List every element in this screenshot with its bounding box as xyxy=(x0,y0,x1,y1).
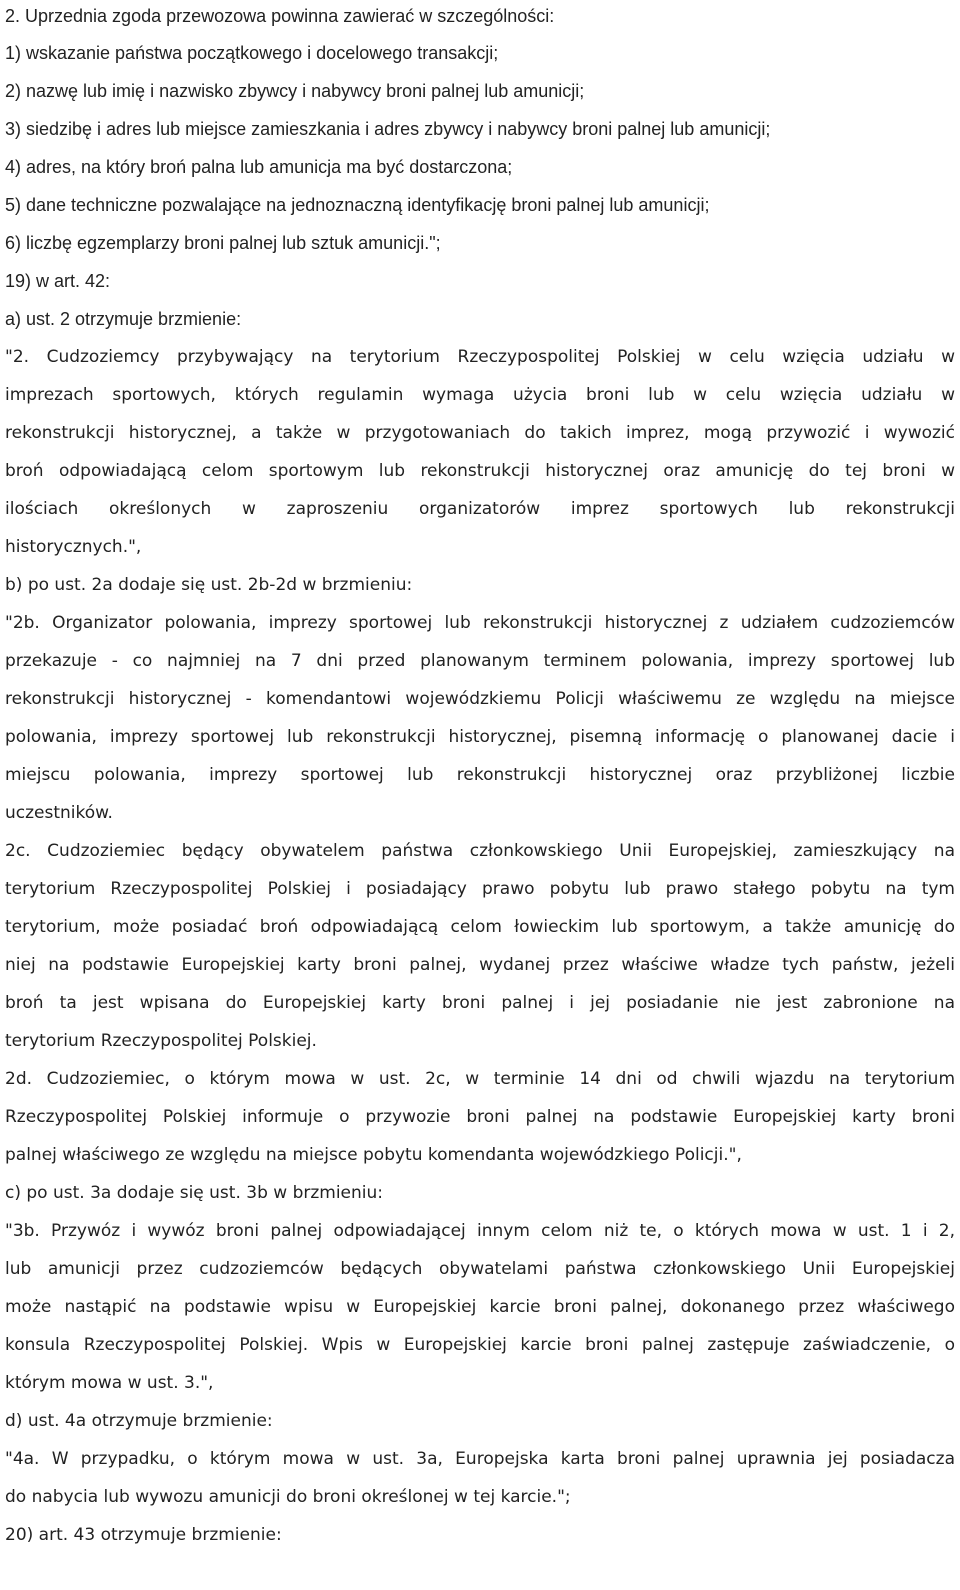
paragraph-line: konsula Rzeczypospolitej Polskiej. Wpis w Europejskiej karcie broni palnej zastępuje zaświadczenie, o xyxy=(5,1335,955,1355)
paragraph-line: broń ta jest wpisana do Europejskiej karty broni palnej i jej posiadanie nie jest zabronione na xyxy=(5,993,955,1013)
paragraph-line: 2d. Cudzoziemiec, o którym mowa w ust. 2c, w terminie 14 dni od chwili wjazdu na terytorium xyxy=(5,1069,955,1089)
paragraph-line: rekonstrukcji historycznej - komendantowi wojewódzkiemu Policji właściwemu ze względu na miejsce xyxy=(5,689,955,709)
paragraph-line: 5) dane techniczne pozwalające na jednoznaczną identyfikację broni palnej lub amunicji; xyxy=(5,195,710,215)
paragraph-line: "3b. Przywóz i wywóz broni palnej odpowiadającej innym celom niż te, o których mowa w ust. 1 i 2, xyxy=(5,1221,955,1241)
paragraph-line: 2. Uprzednia zgoda przewozowa powinna zawierać w szczególności: xyxy=(5,6,555,26)
paragraph-line: "2b. Organizator polowania, imprezy sportowej lub rekonstrukcji historycznej z udziałem cudzoziemców xyxy=(5,613,955,633)
paragraph-line: przekazuje - co najmniej na 7 dni przed planowanym terminem polowania, imprezy sportowej lub xyxy=(5,651,955,671)
paragraph-line: rekonstrukcji historycznej, a także w przygotowaniach do takich imprez, mogą przywozić i wywozić xyxy=(5,423,955,443)
paragraph-line: może nastąpić na podstawie wpisu w Europejskiej karcie broni palnej, dokonanego przez właściwego xyxy=(5,1297,955,1317)
paragraph-line: 2) nazwę lub imię i nazwisko zbywcy i nabywcy broni palnej lub amunicji; xyxy=(5,81,585,101)
paragraph-line: terytorium, może posiadać broń odpowiadającą celom łowieckim lub sportowym, a także amunicję do xyxy=(5,917,955,937)
paragraph-line: 1) wskazanie państwa początkowego i docelowego transakcji; xyxy=(5,43,499,63)
paragraph-line: niej na podstawie Europejskiej karty broni palnej, wydanej przez właściwe władze tych państw, jeżeli xyxy=(5,955,955,975)
paragraph-line: uczestników. xyxy=(5,803,113,823)
paragraph-line: historycznych.", xyxy=(5,537,142,557)
paragraph-line: Rzeczypospolitej Polskiej informuje o przywozie broni palnej na podstawie Europejskiej karty broni xyxy=(5,1107,955,1127)
paragraph-line: c) po ust. 3a dodaje się ust. 3b w brzmieniu: xyxy=(5,1183,384,1203)
paragraph-line: 6) liczbę egzemplarzy broni palnej lub sztuk amunicji."; xyxy=(5,233,441,253)
paragraph-line: lub amunicji przez cudzoziemców będących obywatelami państwa członkowskiego Unii Europejskiej xyxy=(5,1259,955,1279)
paragraph-line: miejscu polowania, imprezy sportowej lub rekonstrukcji historycznej oraz przybliżonej liczbie xyxy=(5,765,955,785)
paragraph-line: polowania, imprezy sportowej lub rekonstrukcji historycznej, pisemną informację o planowanej dacie i xyxy=(5,727,955,747)
paragraph-line: 19) w art. 42: xyxy=(5,271,111,291)
paragraph-line: a) ust. 2 otrzymuje brzmienie: xyxy=(5,309,242,329)
paragraph-line: imprezach sportowych, których regulamin wymaga użycia broni lub w celu wzięcia udziału w xyxy=(5,385,955,405)
paragraph-line: 20) art. 43 otrzymuje brzmienie: xyxy=(5,1525,282,1545)
paragraph-line: "2. Cudzoziemcy przybywający na terytorium Rzeczypospolitej Polskiej w celu wzięcia udziału w xyxy=(5,347,955,367)
paragraph-line: ilościach określonych w zaproszeniu organizatorów imprez sportowych lub rekonstrukcji xyxy=(5,499,955,519)
paragraph-line: palnej właściwego ze względu na miejsce pobytu komendanta wojewódzkiego Policji.", xyxy=(5,1145,742,1165)
paragraph-line: terytorium Rzeczypospolitej Polskiej. xyxy=(5,1031,317,1051)
paragraph-line: "4a. W przypadku, o którym mowa w ust. 3a, Europejska karta broni palnej uprawnia jej posiadacza xyxy=(5,1449,955,1469)
paragraph-line: terytorium Rzeczypospolitej Polskiej i posiadający prawo pobytu lub prawo stałego pobytu na tym xyxy=(5,879,955,899)
paragraph-line: b) po ust. 2a dodaje się ust. 2b-2d w brzmieniu: xyxy=(5,575,413,595)
paragraph-line: którym mowa w ust. 3.", xyxy=(5,1373,214,1393)
paragraph-line: 3) siedzibę i adres lub miejsce zamieszkania i adres zbywcy i nabywcy broni palnej lub amunicji; xyxy=(5,119,771,139)
paragraph-line: d) ust. 4a otrzymuje brzmienie: xyxy=(5,1411,273,1431)
paragraph-line: 4) adres, na który broń palna lub amunicja ma być dostarczona; xyxy=(5,157,513,177)
paragraph-line: 2c. Cudzoziemiec będący obywatelem państwa członkowskiego Unii Europejskiej, zamieszkujący na xyxy=(5,841,955,861)
paragraph-line: do nabycia lub wywozu amunicji do broni określonej w tej karcie."; xyxy=(5,1487,571,1507)
paragraph-line: broń odpowiadającą celom sportowym lub rekonstrukcji historycznej oraz amunicję do tej broni w xyxy=(5,461,955,481)
